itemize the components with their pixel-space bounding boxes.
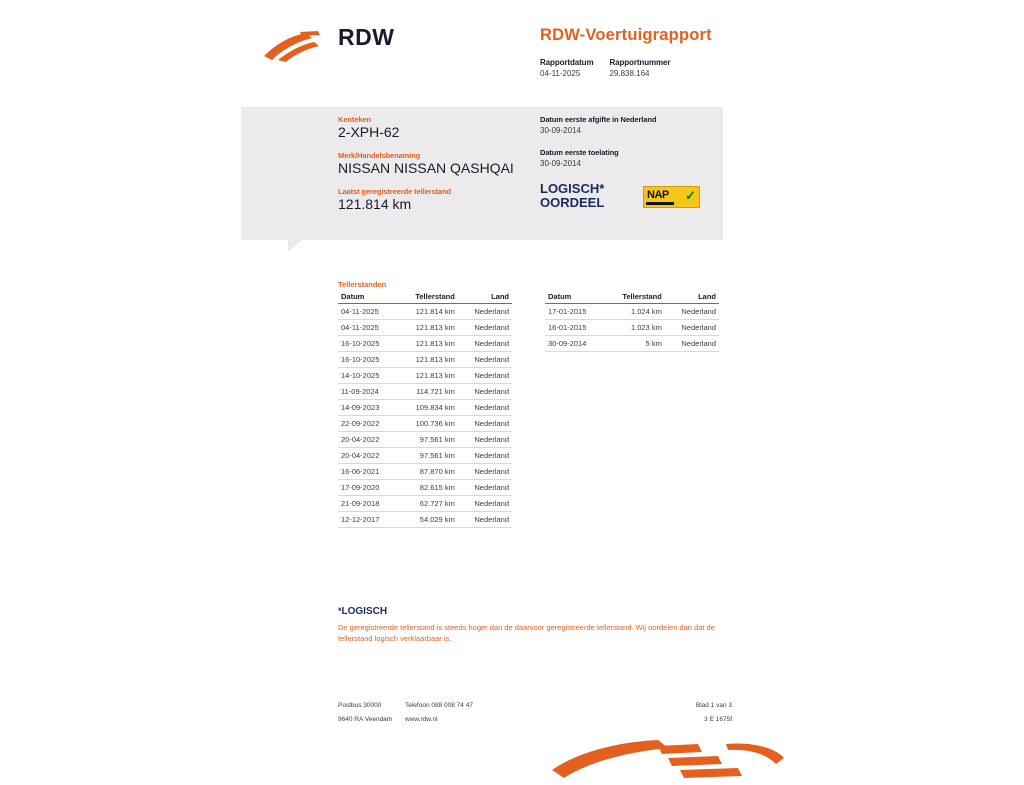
footer-website[interactable]: www.rdw.nl <box>405 716 438 723</box>
cell-land: Nederland <box>458 480 512 496</box>
cell-tellerstand: 82.615 km <box>397 480 458 496</box>
cell-tellerstand: 97.561 km <box>397 432 458 448</box>
page-title: RDW-Voertuigrapport <box>540 26 712 44</box>
cell-land: Nederland <box>458 320 512 336</box>
cell-datum: 17-01-2015 <box>545 304 604 320</box>
kenteken-label: Kenteken <box>338 115 371 124</box>
cell-land: Nederland <box>458 464 512 480</box>
table-row <box>338 496 512 512</box>
cell-datum: 17-09-2020 <box>338 480 397 496</box>
cell-datum: 04-11-2025 <box>338 304 397 320</box>
afgifte-label: Datum eerste afgifte in Nederland <box>540 115 657 124</box>
tellerstand-label: Laatst geregistreerde tellerstand <box>338 187 451 196</box>
cell-datum: 11-09-2024 <box>338 384 397 400</box>
cell-tellerstand: 121.813 km <box>397 352 458 368</box>
col-header-datum: Datum <box>338 291 397 304</box>
table-row <box>545 336 719 352</box>
report-date-label: Rapportdatum <box>540 58 594 67</box>
merk-label: Merk/Handelsbenaming <box>338 151 421 160</box>
nap-verified-badge-icon <box>643 186 700 208</box>
cell-datum: 20-04-2022 <box>338 432 397 448</box>
table-row <box>338 464 512 480</box>
footnote-title-text: LOGISCH <box>341 606 388 617</box>
cell-tellerstand: 1.024 km <box>604 304 665 320</box>
cell-tellerstand: 87.870 km <box>397 464 458 480</box>
cell-tellerstand: 97.561 km <box>397 448 458 464</box>
report-number-label: Rapportnummer <box>609 58 671 67</box>
cell-land: Nederland <box>458 336 512 352</box>
cell-land: Nederland <box>665 304 719 320</box>
footer-form-code: 3 E 1675f <box>704 716 732 723</box>
col-header-land: Land <box>458 291 512 304</box>
cell-datum: 04-11-2025 <box>338 320 397 336</box>
col-header-tellerstand: Tellerstand <box>397 291 458 304</box>
table-row <box>338 368 512 384</box>
merk-value: NISSAN NISSAN QASHQAI <box>338 160 514 176</box>
rdw-swoosh-logo-icon <box>262 30 324 64</box>
cell-land: Nederland <box>665 336 719 352</box>
footer-address-line-2: 9640 RA Veendam <box>338 716 393 723</box>
cell-land: Nederland <box>458 496 512 512</box>
table-row <box>338 432 512 448</box>
bottom-decoration-graphic <box>548 740 788 780</box>
odometer-table-left <box>338 291 512 528</box>
cell-tellerstand: 62.727 km <box>397 496 458 512</box>
cell-datum: 16-01-2015 <box>545 320 604 336</box>
verdict-line-2: OORDEEL <box>540 195 605 210</box>
cell-land: Nederland <box>458 384 512 400</box>
toelating-label: Datum eerste toelating <box>540 148 619 157</box>
cell-datum: 16-10-2025 <box>338 352 397 368</box>
cell-datum: 22-09-2022 <box>338 416 397 432</box>
table-row <box>545 320 719 336</box>
nap-badge-text: NAP <box>647 189 669 201</box>
cell-land: Nederland <box>458 512 512 528</box>
cell-tellerstand: 100.736 km <box>397 416 458 432</box>
cell-datum: 14-10-2025 <box>338 368 397 384</box>
cell-land: Nederland <box>665 320 719 336</box>
nap-check-icon: ✓ <box>685 188 696 203</box>
cell-land: Nederland <box>458 368 512 384</box>
table-row <box>338 336 512 352</box>
cell-tellerstand: 121.813 km <box>397 368 458 384</box>
cell-datum: 16-06-2021 <box>338 464 397 480</box>
cell-tellerstand: 114.721 km <box>397 384 458 400</box>
tellerstand-value: 121.814 km <box>338 196 412 212</box>
verdict-line-1: LOGISCH* <box>540 181 605 196</box>
footnote-body: De geregistreerde tellerstand is steeds hoger dan de daarvoor geregistreerde tellerstand. Wij oordelen dan dat de tellerstand logisch verklaarbaar is. <box>338 623 715 643</box>
cell-land: Nederland <box>458 448 512 464</box>
cell-datum: 16-10-2025 <box>338 336 397 352</box>
footer-address-line-1: Postbus 30000 <box>338 702 382 709</box>
cell-tellerstand: 5 km <box>604 336 665 352</box>
panel-notch-decoration <box>288 240 302 252</box>
cell-datum: 20-04-2022 <box>338 448 397 464</box>
report-date-value: 04-11-2025 <box>540 69 581 78</box>
brand-wordmark: RDW <box>338 24 395 50</box>
cell-tellerstand: 121.814 km <box>397 304 458 320</box>
table-row <box>338 400 512 416</box>
cell-tellerstand: 121.813 km <box>397 320 458 336</box>
table-row <box>545 304 719 320</box>
table-row <box>338 480 512 496</box>
table-row <box>338 512 512 528</box>
col-header-land: Land <box>665 291 719 304</box>
afgifte-value: 30-09-2014 <box>540 126 581 135</box>
nap-badge-bar <box>646 202 674 205</box>
odometer-table-right <box>545 291 719 352</box>
footer-right <box>640 702 732 730</box>
report-meta <box>540 58 790 78</box>
kenteken-value: 2-XPH-62 <box>338 124 400 140</box>
cell-land: Nederland <box>458 416 512 432</box>
cell-land: Nederland <box>458 400 512 416</box>
cell-tellerstand: 121.813 km <box>397 336 458 352</box>
table-row <box>338 304 512 320</box>
table-row <box>338 448 512 464</box>
col-header-tellerstand: Tellerstand <box>604 291 665 304</box>
cell-datum: 14-09-2023 <box>338 400 397 416</box>
footnote-star: * <box>338 606 342 616</box>
report-date-block <box>540 58 605 78</box>
table-header-row <box>338 291 512 304</box>
cell-datum: 12-12-2017 <box>338 512 397 528</box>
footer-phone: Telefoon 088 008 74 47 <box>405 702 473 709</box>
brand-logo <box>262 24 462 74</box>
table-row <box>338 416 512 432</box>
toelating-value: 30-09-2014 <box>540 159 581 168</box>
cell-datum: 30-09-2014 <box>545 336 604 352</box>
table-row <box>338 320 512 336</box>
cell-land: Nederland <box>458 432 512 448</box>
footer-page-number: Blad 1 van 3 <box>695 702 732 709</box>
report-number-block <box>609 58 670 78</box>
summary-left-column <box>338 115 528 223</box>
col-header-datum: Datum <box>545 291 604 304</box>
cell-datum: 21-09-2018 <box>338 496 397 512</box>
footnote-title <box>338 606 387 617</box>
odometer-section-title: Tellerstanden <box>338 280 387 289</box>
report-number-value: 29.838.164 <box>609 69 650 78</box>
cell-land: Nederland <box>458 352 512 368</box>
table-header-row <box>545 291 719 304</box>
cell-tellerstand: 1.023 km <box>604 320 665 336</box>
cell-tellerstand: 109.834 km <box>397 400 458 416</box>
cell-tellerstand: 54.029 km <box>397 512 458 528</box>
table-row <box>338 384 512 400</box>
table-row <box>338 352 512 368</box>
cell-land: Nederland <box>458 304 512 320</box>
